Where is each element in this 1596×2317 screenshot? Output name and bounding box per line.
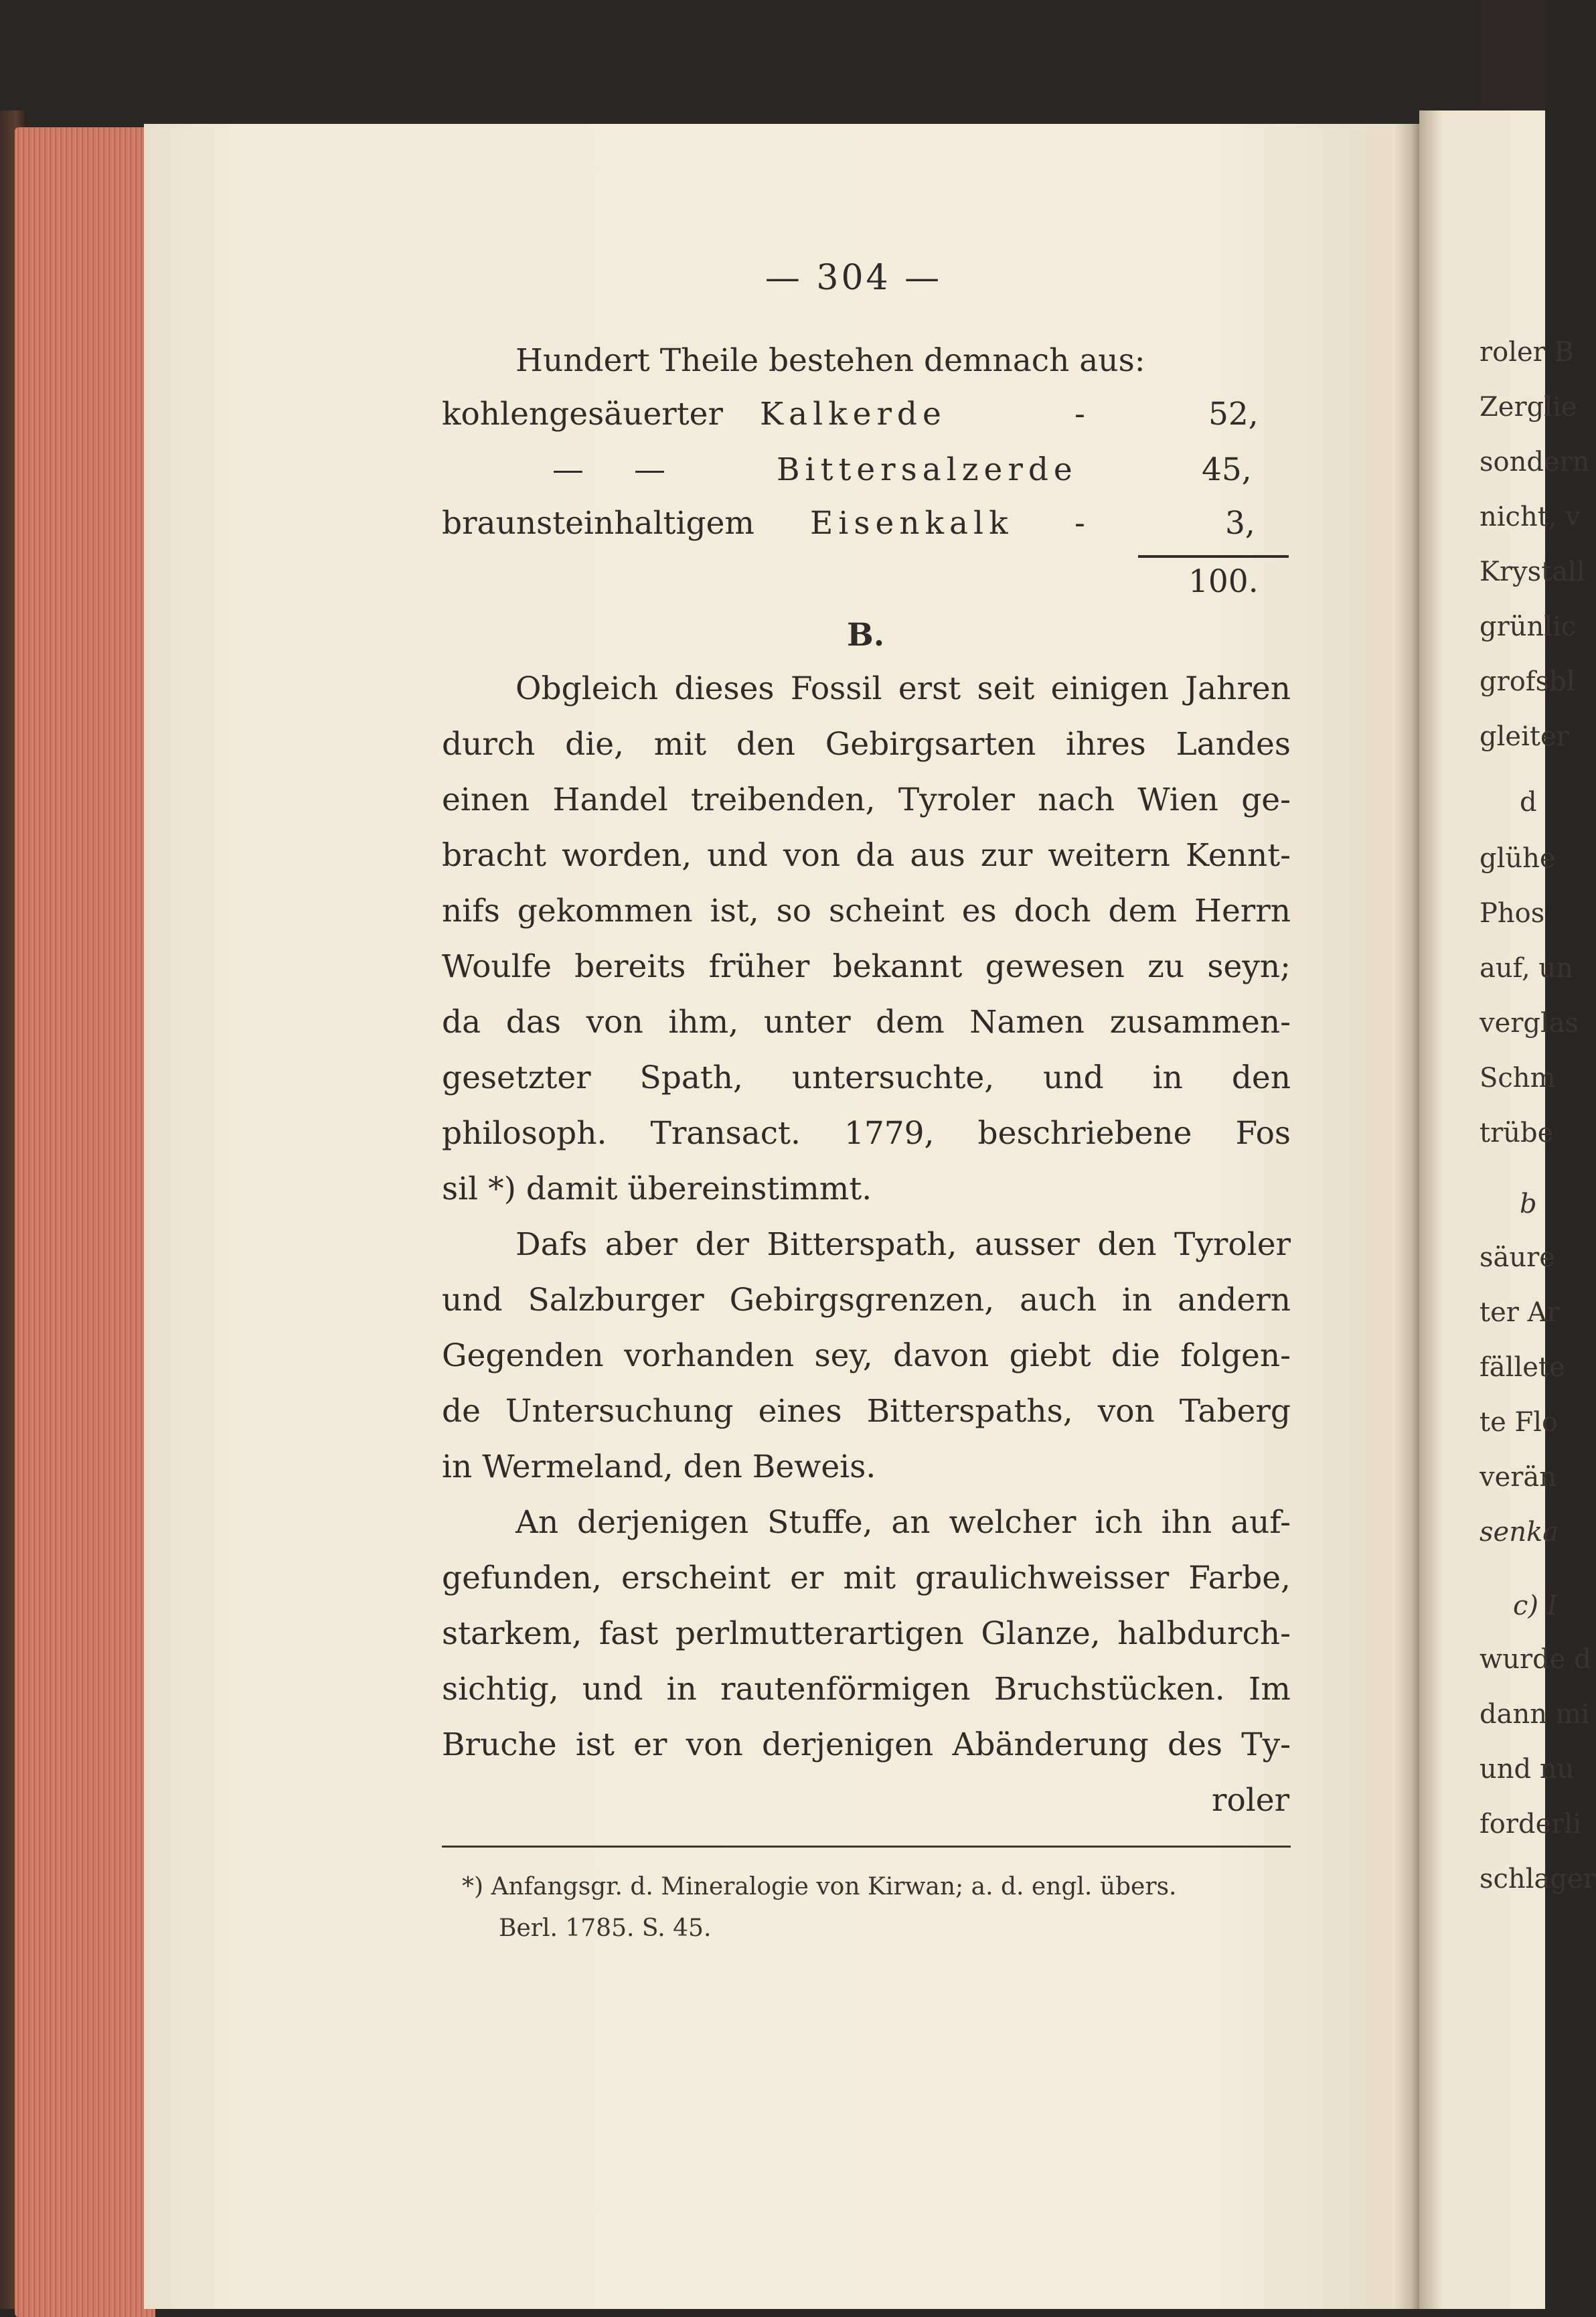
table-row-term: Kalkerde: [760, 396, 947, 433]
catchword: roler: [1212, 1782, 1290, 1819]
facing-line: d: [1520, 787, 1537, 818]
section-heading: B.: [847, 617, 885, 654]
footnote-line: Berl. 1785. S. 45.: [499, 1915, 712, 1942]
footnote-rule: [442, 1846, 1291, 1848]
facing-line: auf, un: [1480, 953, 1573, 984]
table-total: 100.: [1188, 563, 1259, 600]
table-row-dash: -: [1074, 396, 1085, 433]
text-line: in Wermeland, den Beweis.: [442, 1448, 876, 1485]
facing-line: fällete: [1480, 1352, 1565, 1383]
facing-line: nicht, v: [1480, 502, 1581, 532]
text-line: Woulfe bereits früher bekannt gewesen zu seyn;: [442, 948, 1291, 985]
text-line: durch die, mit den Gebirgsarten ihres Landes: [442, 726, 1291, 763]
facing-line: sondern: [1480, 447, 1590, 477]
text-line: Bruche ist er von derjenigen Abänderung des Ty-: [442, 1726, 1291, 1763]
facing-line: Krystall: [1480, 556, 1585, 587]
background-cloth: [0, 0, 1545, 127]
facing-line: b: [1520, 1189, 1537, 1219]
facing-line: glühe: [1480, 843, 1556, 874]
text-line: gefunden, erscheint er mit graulichweisser Farbe,: [442, 1560, 1291, 1596]
table-row-term: Eisenkalk: [810, 505, 1014, 542]
table-row-dash: -: [1074, 505, 1085, 542]
footnote-line: *) Anfangsgr. d. Mineralogie von Kirwan; a. d. engl. übers.: [462, 1873, 1177, 1900]
text-line: bracht worden, und von da aus zur weitern Kennt-: [442, 837, 1291, 874]
table-row-value: 45,: [1202, 451, 1252, 488]
facing-line: roler B: [1480, 337, 1574, 368]
text-line: gesetzter Spath, untersuchte, und in den: [442, 1059, 1291, 1096]
table-row-label: kohlengesäuerter: [442, 396, 723, 433]
facing-line: Schm: [1480, 1063, 1556, 1094]
facing-line: forderli: [1480, 1809, 1581, 1840]
page-number: — 304 —: [765, 258, 943, 298]
facing-line: dann mi: [1480, 1699, 1590, 1730]
facing-line: säure: [1480, 1242, 1555, 1273]
text-line: Dafs aber der Bitterspath, ausser den Tyroler: [515, 1226, 1291, 1263]
sum-rule: [1138, 555, 1289, 558]
text-line: An derjenigen Stuffe, an welcher ich ihn auf-: [515, 1504, 1291, 1541]
facing-line: wurde d: [1480, 1644, 1591, 1675]
text-line: nifs gekommen ist, so scheint es doch dem Herrn: [442, 893, 1291, 929]
text-line: sil *) damit übereinstimmt.: [442, 1171, 872, 1207]
table-row-label: braunsteinhaltigem: [442, 505, 754, 542]
text-line: sichtig, und in rautenförmigen Bruchstücken. Im: [442, 1671, 1291, 1708]
facing-line: verän: [1480, 1462, 1557, 1493]
page-edges: [15, 127, 155, 2317]
facing-line: trübe: [1480, 1118, 1554, 1148]
facing-line: c) I: [1513, 1590, 1558, 1621]
facing-line: grünlic: [1480, 611, 1577, 642]
facing-line: und nu: [1480, 1754, 1575, 1785]
facing-line: gleiter: [1480, 721, 1569, 752]
table-row-value: 3,: [1225, 505, 1255, 542]
text-line: da das von ihm, unter dem Namen zusammen-: [442, 1004, 1291, 1041]
facing-line: Phos: [1480, 898, 1545, 929]
facing-line: Zerglie: [1480, 392, 1577, 423]
text-line: philosoph. Transact. 1779, beschriebene Fos: [442, 1115, 1291, 1152]
table-intro: Hundert Theile bestehen demnach aus:: [515, 342, 1145, 379]
text-line: de Untersuchung eines Bitterspaths, von Taberg: [442, 1393, 1291, 1430]
text-line: und Salzburger Gebirgsgrenzen, auch in andern: [442, 1282, 1291, 1319]
text-line: Obgleich dieses Fossil erst seit einigen Jahren: [515, 670, 1291, 707]
facing-page: [1419, 110, 1596, 2309]
facing-line: te Flo: [1480, 1407, 1559, 1438]
table-row-label: — —: [552, 451, 665, 488]
table-row-value: 52,: [1208, 396, 1259, 433]
text-line: starkem, fast perlmutterartigen Glanze, halbdurch-: [442, 1615, 1291, 1652]
text-line: einen Handel treibenden, Tyroler nach Wien ge-: [442, 781, 1291, 818]
facing-line: senka: [1480, 1517, 1559, 1548]
facing-line: schlager: [1480, 1864, 1596, 1894]
text-line: Gegenden vorhanden sey, davon giebt die folgen-: [442, 1337, 1291, 1374]
facing-line: verglas: [1480, 1008, 1579, 1039]
facing-line: ter Ar: [1480, 1297, 1560, 1328]
facing-line: grofsbl: [1480, 666, 1575, 697]
table-row-term: Bittersalzerde: [777, 451, 1078, 488]
